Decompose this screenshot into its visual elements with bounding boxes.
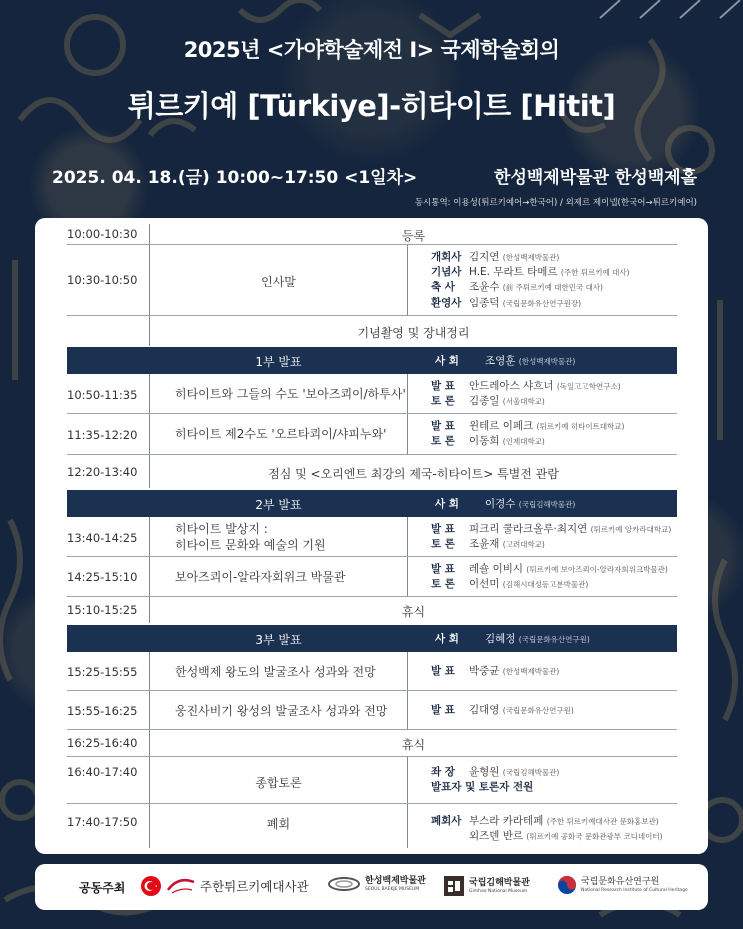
museum-logo-icon [327, 875, 361, 893]
schedule-row-talk [67, 414, 677, 455]
speaker-list: 발 표 박중균 (한성백제박물관) [431, 665, 560, 677]
schedule-row-talk [67, 374, 677, 414]
row-time: 17:40-17:50 [67, 815, 138, 829]
speaker-list: 발 표 안드레아스 샤흐너 (독일고고학연구소) 토 론 김종일 (서울대학교) [431, 380, 621, 408]
talk-title: 히타이트 발상지 : 히타이트 문화와 예술의 기원 [175, 522, 326, 552]
row-title: 폐회 [266, 817, 291, 831]
row-title: 기념촬영 및 장내정리 [357, 326, 470, 340]
event-date: 2025. 04. 18.(금) 10:00~17:50 <1일차> [52, 168, 418, 188]
row-title: 휴식 [401, 605, 426, 619]
org-gimhae-museum [443, 875, 530, 897]
talk-title: 보아즈쾨이-알라자회위크 박물관 [175, 570, 346, 584]
title-line-2: 튀르키예 [Türkiye]-히타이트 [Hitit] [127, 89, 616, 123]
speaker-list: 좌 장 윤형원 (국립김해박물관) 발표자 및 토론자 전원 [431, 766, 560, 794]
session-label: 2부 발표 [255, 498, 302, 512]
row-time: 16:25-16:40 [67, 736, 138, 750]
schedule-row-greetings [67, 245, 677, 316]
row-time: 14:25-15:10 [67, 570, 138, 584]
organizer-footer [35, 864, 708, 910]
session-label: 3부 발표 [255, 633, 302, 647]
row-time: 10:00-10:30 [67, 227, 138, 241]
org-name: 국립김해박물관 [469, 878, 530, 888]
row-title: 휴식 [401, 738, 426, 752]
speaker-list: 발 표 김대영 (국립문화유산연구원) [431, 704, 574, 716]
chair-role: 사 회 [435, 498, 459, 510]
talk-title: 한성백제 왕도의 발굴조사 성과와 전망 [175, 665, 376, 679]
row-time: 15:25-15:55 [67, 665, 138, 679]
row-time: 11:35-12:20 [67, 428, 138, 442]
turkish-flag-icon [140, 875, 162, 897]
schedule-row-talk [67, 652, 677, 691]
row-time: 16:40-17:40 [67, 765, 138, 779]
talk-title: 히타이트 제2수도 '오르타쾨이/샤피누와' [175, 427, 387, 441]
org-turkish-embassy [140, 875, 309, 897]
schedule-row-registration [67, 224, 677, 245]
org-name-en: National Research Institute of Cultural Heritage [581, 888, 688, 893]
taegeuk-icon [557, 875, 577, 895]
row-title: 등록 [401, 229, 426, 243]
row-time: 10:50-11:35 [67, 388, 138, 402]
schedule-card [35, 218, 708, 854]
speaker-list: 발 표 피크리 쿨라크올루·최지연 (튀르키예 앙카라대학교) 토 론 조윤재 (고려대학교) [431, 523, 672, 551]
speaker-list: 발 표 윈테르 이페크 (튀르키예 히타이트대학교) 토 론 이동희 (인제대학교) [431, 420, 625, 448]
chair-name: 이경수 (국립김해박물관) [485, 498, 576, 510]
session-label: 1부 발표 [255, 355, 302, 369]
schedule-row-photo [67, 316, 677, 346]
schedule-row-talk [67, 517, 677, 557]
speaker-list: 발 표 레숄 이비시 (튀르키예 보아즈쾨이-알라자회위크박물관) 토 론 이선미 (김해시대성동고분박물관) [431, 563, 668, 591]
org-name-en: Gimhae National Museum [469, 889, 528, 894]
schedule-row-closing [67, 804, 677, 848]
row-time: 13:40-14:25 [67, 531, 138, 545]
session-1-header [67, 347, 677, 374]
row-time: 15:10-15:25 [67, 603, 138, 617]
org-name: 국립문화유산연구원 [581, 877, 660, 887]
org-hanseong-baekje [327, 875, 426, 893]
speaker-list: 폐회사 부스라 카라테페 (주한 튀르키예대사관 문화홍보관) 외즈덴 반르 (튀르키예 공화국 문화관광부 코디네이터) [431, 815, 663, 843]
interpretation-note: 동시통역: 이용성(튀르키예어→한국어) / 외제르 제이넵(한국어→튀르키예어) [414, 198, 697, 208]
organizer-label: 공동주최 [79, 881, 126, 895]
speaker-list: 개회사 김지연 (한성백제박물관) 기념사 H.E. 무라트 타메르 (주한 튀르키예 대사) 축 사 조윤수 (前 주튀르키예 대한민국 대사) 환영사 임종덕 (국립문화유산연구원장) [431, 251, 630, 309]
talk-title: 웅진사비기 왕성의 발굴조사 성과와 전망 [175, 704, 388, 718]
title-line-1: 2025년 <가야학술제전 I> 국제학술회의 [183, 38, 560, 62]
schedule-row-talk [67, 691, 677, 730]
schedule-row-discussion [67, 757, 677, 804]
org-name: 주한튀르키예대사관 [200, 879, 309, 894]
session-2-header [67, 490, 677, 517]
event-venue: 한성백제박물관 한성백제홀 [494, 168, 697, 188]
row-time: 12:20-13:40 [67, 465, 138, 479]
row-time: 10:30-10:50 [67, 273, 138, 287]
org-cultural-heritage-institute [557, 875, 688, 895]
org-name-en: SEOUL BAEKJE MUSEUM [365, 887, 420, 892]
schedule-row-lunch [67, 455, 677, 488]
chair-role: 사 회 [435, 633, 459, 645]
talk-title: 히타이트와 그들의 수도 '보아즈쾨이/하투사' [175, 387, 406, 401]
embassy-emblem-icon [166, 876, 196, 896]
gimhae-logo-icon [443, 875, 465, 897]
org-name: 한성백제박물관 [365, 876, 426, 886]
schedule-row-break [67, 597, 677, 623]
chair-name: 김혜정 (국립문화유산연구원) [485, 633, 590, 645]
row-title: 종합토론 [255, 776, 302, 790]
chair-role: 사 회 [435, 355, 459, 367]
schedule-row-break [67, 730, 677, 757]
row-time: 15:55-16:25 [67, 704, 138, 718]
chair-name: 조영훈 (한성백제박물관) [485, 355, 576, 367]
session-3-header [67, 625, 677, 652]
row-title: 점심 및 <오리엔트 최강의 제국-히타이트> 특별전 관람 [268, 467, 559, 481]
row-title: 인사말 [261, 275, 296, 289]
schedule-row-talk [67, 557, 677, 597]
